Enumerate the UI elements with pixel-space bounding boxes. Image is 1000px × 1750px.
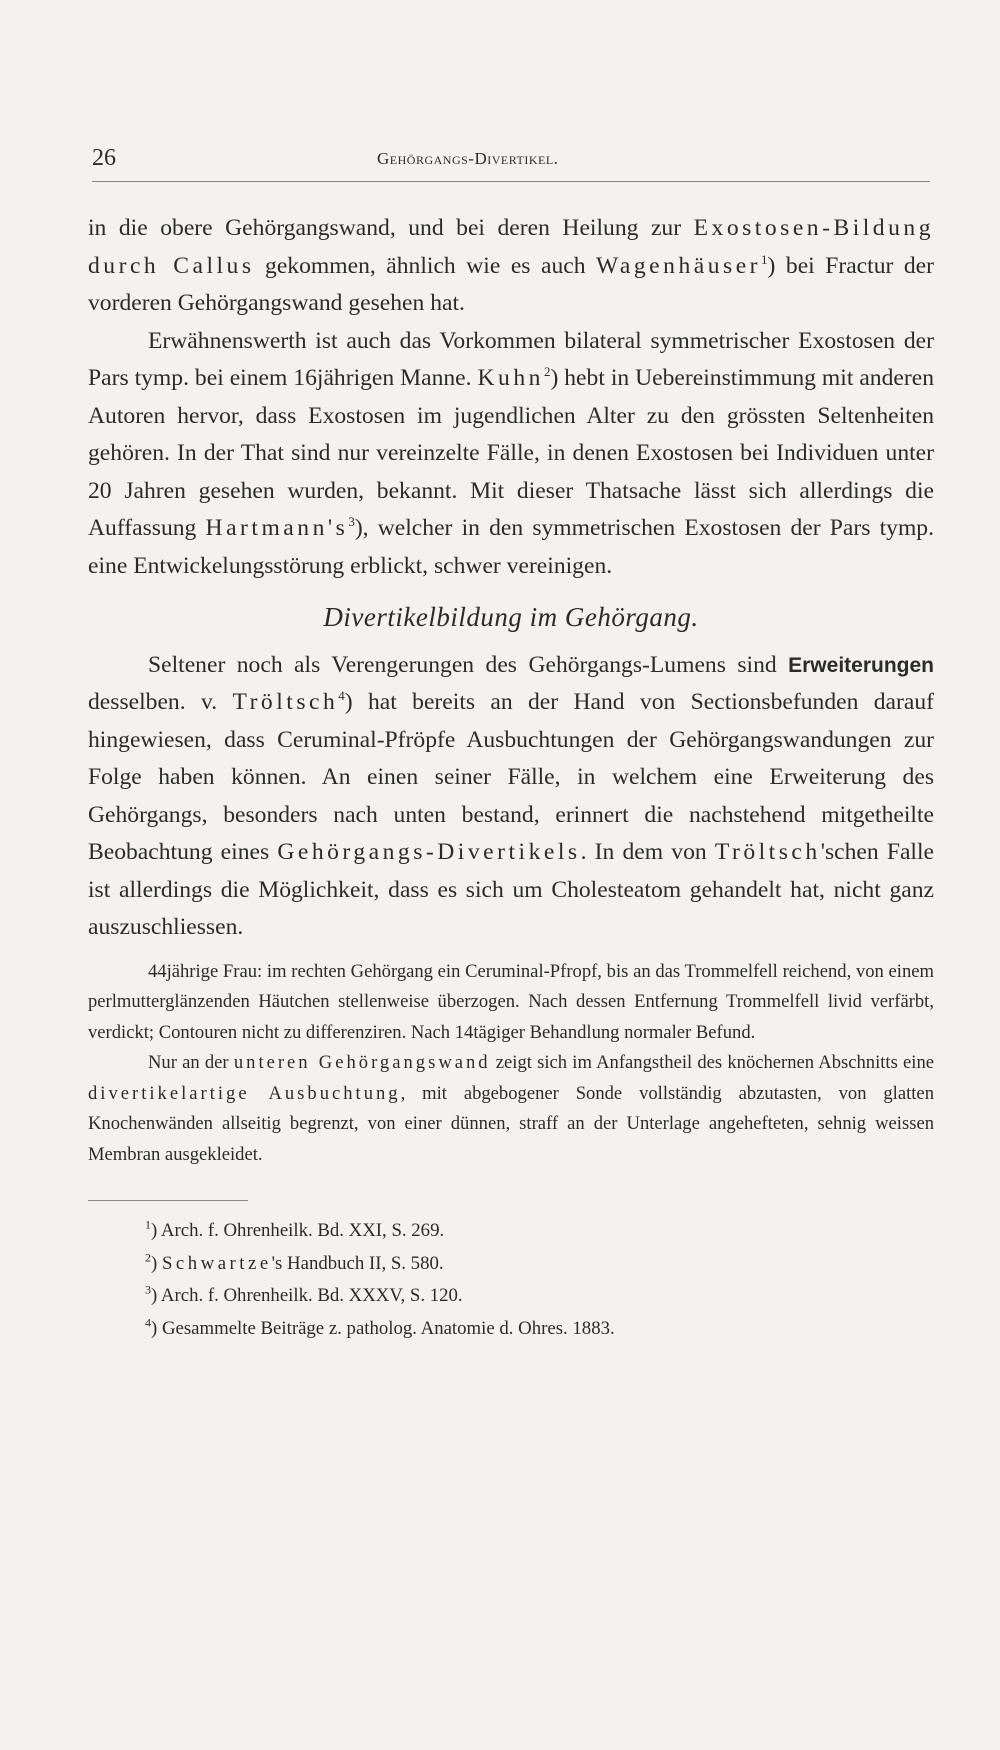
case-paragraph-1: 44jährige Frau: im rechten Gehörgang ein Ceruminal-Pfropf, bis an das Trommelfell reichend, von einem perlmutterglänzenden Häutchen stellenweise überzogen. Nach dessen Entfernung Trommelfell livid verfärbt, verdickt; Contouren nicht zu differenziren. Nach 14tägiger Behandlung normaler Befund. xyxy=(88,960,934,1043)
text-run: in die obere Gehörgangswand, und bei deren Heilung zur xyxy=(88,215,694,241)
footnote-mark: 4 xyxy=(145,1315,151,1330)
section-title: Divertikelbildung im Gehörgang. xyxy=(323,602,699,632)
footnote-ref: 1 xyxy=(761,251,768,267)
text-run: ) hat bereits an der Hand von Sectionsbefunden darauf hingewiesen, dass Ceruminal-Pfröpfe Ausbuchtungen der Gehörgangswandungen zur Folge haben können. An einen seiner Fälle, in welchem eine Erweiterung des Gehörgangs, besonders nach unten bestand, erinnert die nachstehend mitgetheilte Beobachtung eines xyxy=(88,689,934,865)
footnote-4 xyxy=(145,1313,934,1346)
author-name: Tröltsch xyxy=(232,689,339,715)
footnote-ref: 4 xyxy=(338,688,345,704)
footnotes xyxy=(88,1215,934,1345)
case-paragraph-2 xyxy=(88,1048,934,1170)
author-name: Hartmann's xyxy=(205,515,349,541)
footnote-3 xyxy=(145,1280,934,1313)
page-header xyxy=(92,145,930,182)
text-run: gekommen, ähnlich wie es auch xyxy=(254,252,597,279)
text-run: ) hebt in Uebereinstimmung mit anderen Autoren hervor, dass Exostosen im jugendlichen Alter zu den grössten Seltenheiten gehören. In der That sind nur vereinzelte Fälle, in denen Exostosen bei Individuen unter 20 Jahren gesehen wurden, bekannt. Mit dieser Thatsache lässt sich allerdings die Auffassung xyxy=(88,365,934,541)
spaced-text: Exostosen-Bildung durch Callus xyxy=(88,215,934,279)
text-run: , mit abgebogener Sonde vollständig abzutasten, von glatten Knochenwänden allseitig begrenzt, von einer dünnen, straff an der Unterlage angehefteten, sehnig weissen Membran ausgekleidet. xyxy=(88,1082,934,1165)
page-number: 26 xyxy=(92,145,116,171)
case-report xyxy=(88,957,934,1171)
text-run: Erwähnenswerth ist auch das Vorkommen bilateral symmetrischer Exostosen der Pars tymp. bei einem 16jährigen Manne. xyxy=(88,327,934,391)
paragraph-2 xyxy=(88,323,934,586)
footnote-text: 's Handbuch II, S. 580. xyxy=(271,1252,444,1274)
main-text xyxy=(88,210,934,1345)
footnote-mark: 2 xyxy=(145,1250,151,1265)
spaced-text: divertikelartige Ausbuchtung xyxy=(88,1082,401,1104)
running-head: Gehörgangs-Divertikel. xyxy=(377,149,559,168)
text-run: zeigt sich im Anfangstheil des knöchernen Abschnitts eine xyxy=(490,1052,934,1073)
footnote-text: ) Gesammelte Beiträge z. patholog. Anatomie d. Ohres. 1883. xyxy=(151,1317,615,1339)
author-name: Tröltsch xyxy=(714,839,821,865)
footnote-1 xyxy=(145,1215,934,1248)
text-run: ), welcher in den symmetrischen Exostosen der Pars tymp. eine Entwickelungsstörung erblickt, schwer vereinigen. xyxy=(88,515,935,579)
spaced-text: unteren Gehörgangswand xyxy=(233,1052,491,1073)
footnote-text: ) Arch. f. Ohrenheilk. Bd. XXI, S. 269. xyxy=(151,1220,445,1241)
footnote-ref: 2 xyxy=(543,364,551,380)
footnote-ref: 3 xyxy=(348,514,355,530)
text-run: desselben. v. xyxy=(88,689,233,715)
footnote-mark: 1 xyxy=(145,1217,151,1232)
spaced-text: Gehörgangs-Divertikels xyxy=(277,839,581,865)
author-name: Kuhn xyxy=(477,365,544,391)
text-run: . In dem von xyxy=(580,839,715,865)
paragraph-3 xyxy=(88,647,934,947)
footnote-text: ) Arch. f. Ohrenheilk. Bd. XXXV, S. 120. xyxy=(151,1285,463,1306)
author-name: Wagenhäuser xyxy=(596,252,762,279)
text-run: ) bei Fractur der vorderen Gehörgangswand gesehen hat. xyxy=(88,252,934,316)
text-run: Seltener noch als Verengerungen des Gehörgangs-Lumens sind xyxy=(148,651,789,678)
author-name: Schwartze xyxy=(161,1252,272,1274)
paragraph-1 xyxy=(88,210,934,323)
text-run: 'schen Falle ist allerdings die Möglichkeit, dass es sich um Cholesteatom gehandelt hat, nicht ganz auszuschliessen. xyxy=(88,839,935,940)
bold-term: Erweiterungen xyxy=(788,653,934,677)
text-run: Nur an der xyxy=(148,1052,234,1073)
footnote-2: $^2$) Schwartze's Handbuch II, S. 580. xyxy=(145,1250,444,1274)
footnote-mark: 3 xyxy=(145,1282,151,1297)
footnote-rule xyxy=(88,1200,248,1201)
